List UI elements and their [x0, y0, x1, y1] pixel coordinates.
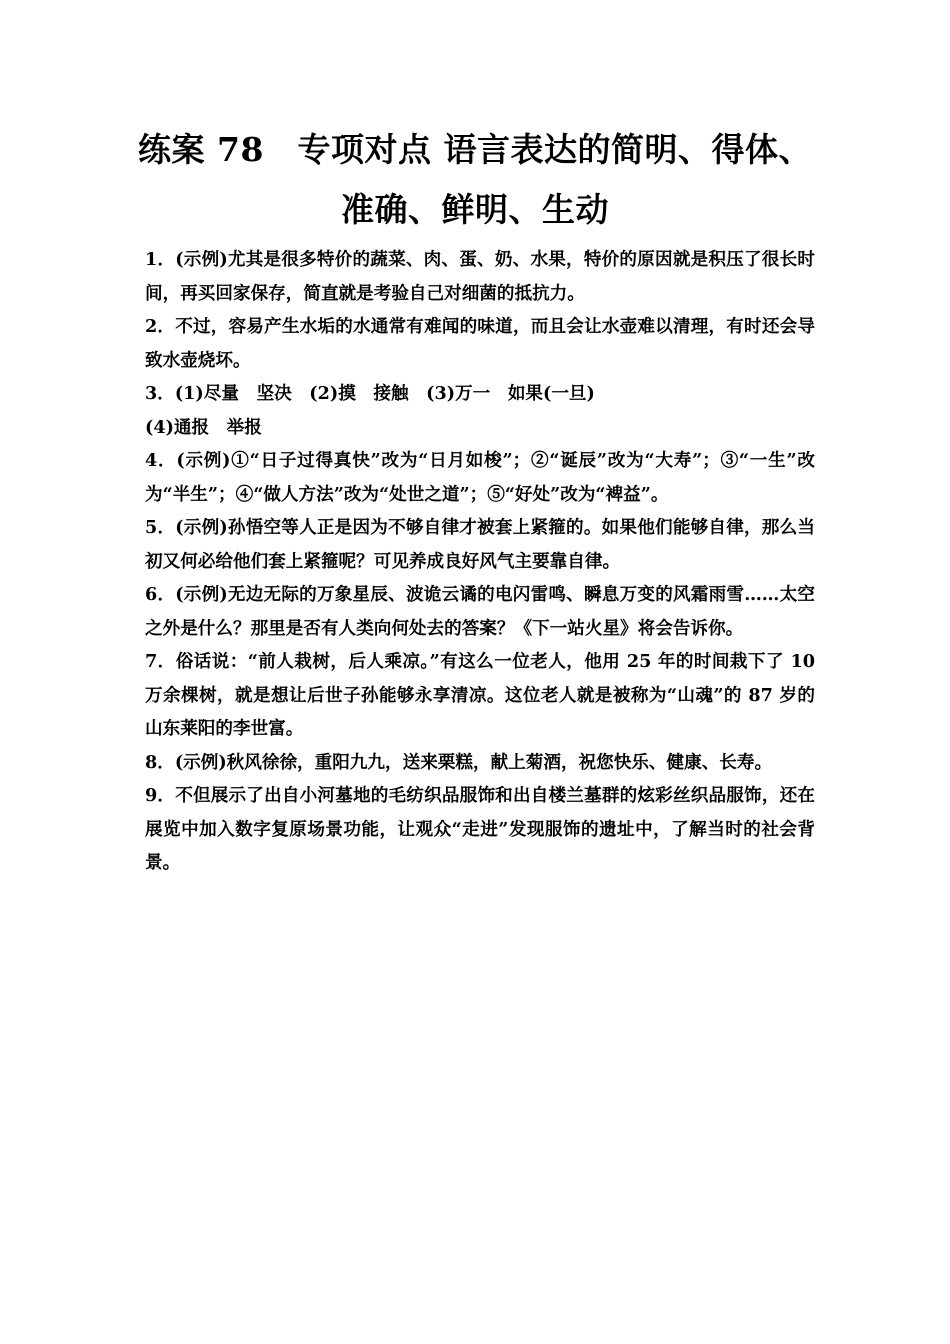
answer-text: 不过，容易产生水垢的水通常有难闻的味道，而且会让水壶难以清理，有时还会导致水壶烧坏。	[145, 316, 815, 371]
answer-item-3-cont	[145, 411, 815, 445]
answer-item-6	[145, 578, 815, 645]
answer-item-7	[145, 645, 815, 746]
answer-number: 8．	[145, 751, 175, 773]
answer-number: 6．	[145, 584, 176, 605]
answer-number: 4．	[145, 450, 177, 471]
answer-text: (示例)孙悟空等人正是因为不够自律才被套上紧箍的。如果他们能够自律，那么当初又何必给他们套上紧箍呢？可见养成良好风气主要靠自律。	[145, 517, 815, 572]
answer-number: 9．	[145, 785, 176, 806]
answer-item-4	[145, 444, 815, 511]
answer-number: 7．	[145, 651, 176, 672]
page-title-line-2: 准确、鲜明、生动	[341, 190, 609, 229]
answer-number: 2．	[145, 316, 176, 337]
answer-item-8	[145, 746, 815, 780]
answer-text: (示例)尤其是很多特价的蔬菜、肉、蛋、奶、水果，特价的原因就是积压了很长时间，再买回家保存，简直就是考验自己对细菌的抵抗力。	[145, 249, 815, 304]
answer-item-3	[145, 377, 815, 411]
answer-text: 俗话说：“前人栽树，后人乘凉。”有这么一位老人，他用 25 年的时间栽下了 10 万余棵树，就是想让后世子孙能够永享清凉。这位老人就是被称为“山魂”的 87 岁的山东莱阳的李世富。	[145, 651, 815, 739]
answer-text: (示例)秋风徐徐，重阳九九，送来栗糕，献上菊酒，祝您快乐、健康、长寿。	[174, 751, 773, 773]
answer-number: 3．	[145, 383, 175, 404]
answer-text: (1)尽量 坚决 (2)摸 接触 (3)万一 如果(一旦)	[174, 383, 595, 404]
answer-item-9	[145, 779, 815, 880]
answer-item-1	[145, 243, 815, 310]
answer-text: 不但展示了出自小河墓地的毛纺织品服饰和出自楼兰墓群的炫彩丝织品服饰，还在展览中加入数字复原场景功能，让观众“走进”发现服饰的遗址中，了解当时的社会背景。	[145, 785, 815, 873]
answer-text: (示例)①“日子过得真快”改为“日月如梭”；②“诞辰”改为“大寿”；③“一生”改为“半生”；④“做人方法”改为“处世之道”；⑤“好处”改为“裨益”。	[145, 450, 815, 505]
answer-item-5	[145, 511, 815, 578]
page-title-line-1: 练案 78 专项对点 语言表达的简明、得体、	[138, 130, 812, 169]
answer-list	[145, 243, 815, 880]
answer-number: 1．	[145, 249, 176, 270]
answer-number: 5．	[145, 517, 176, 538]
answer-item-2	[145, 310, 815, 377]
answer-text: (示例)无边无际的万象星辰、波诡云谲的电闪雷鸣、瞬息万变的风霜雨雪……太空之外是什么？那里是否有人类向何处去的答案？《下一站火星》将会告诉你。	[145, 584, 816, 639]
answer-text: (4)通报 举报	[145, 416, 262, 438]
